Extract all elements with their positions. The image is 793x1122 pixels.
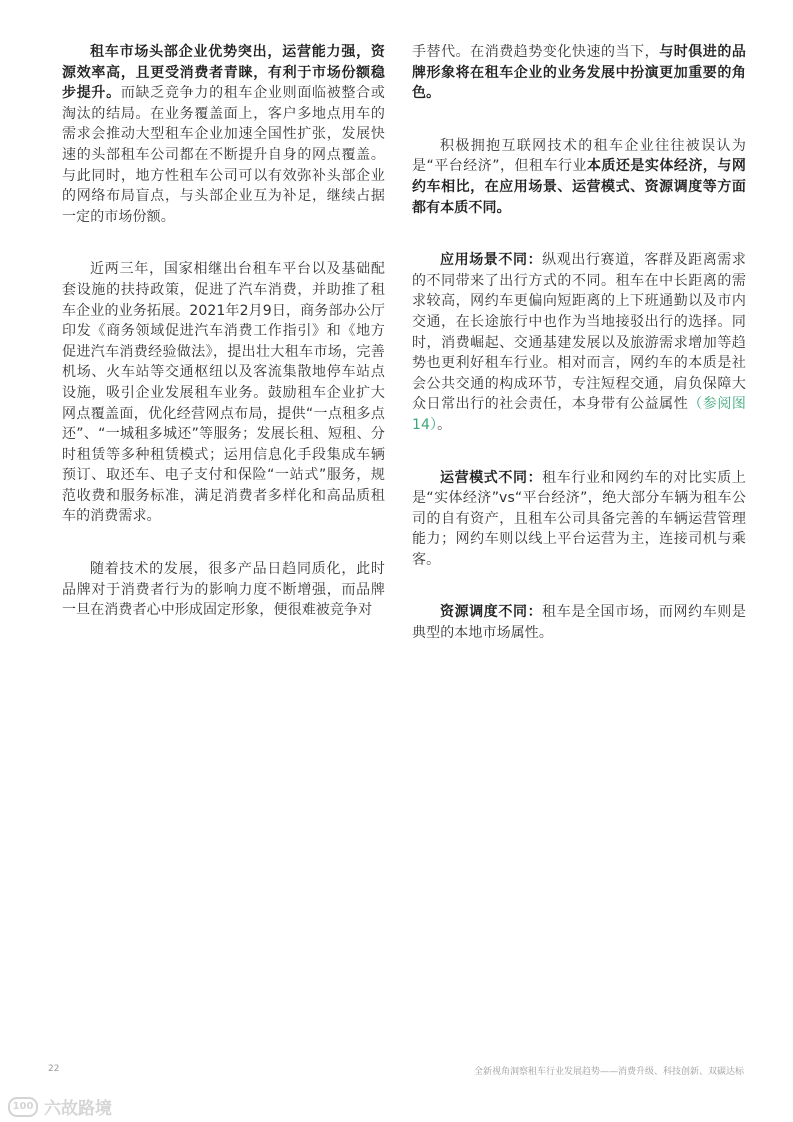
- watermark-text: 六故路境: [44, 1099, 112, 1119]
- paragraph-text: 手替代。在消费趋势变化快速的当下，: [412, 44, 660, 60]
- paragraph-resource-dispatch: [412, 602, 746, 643]
- paragraph-text: 而缺乏竞争力的租车企业则面临被整合或淘汰的结局。在业务覆盖面上，客户多地点用车的需求会推动大型租车企业加速全国性扩张，发展快速的头部租车公司都在不断提升自身的网点覆盖。与此同时，地方性租车公司可以有效弥补头部企业的网络布局盲点，与头部企业互为补足，继续占据一定的市场份额。: [62, 85, 385, 225]
- paragraph-operating-model: [412, 468, 746, 571]
- paragraph-text: 积极拥抱互联网技术的租车企业往往被误认为是“平台经济”，但租车行业: [412, 137, 746, 175]
- paragraph-platform-economy: [412, 136, 746, 218]
- watermark: [8, 1094, 112, 1119]
- page-number: 22: [48, 1064, 60, 1074]
- paragraph-brand-continued: [412, 42, 746, 104]
- figure-reference-link[interactable]: （参阅图14）: [412, 396, 746, 433]
- section-heading: 资源调度不同：: [440, 604, 543, 621]
- section-heading: 运营模式不同：: [440, 469, 543, 486]
- bold-lead: 租车市场头部企业优势突出，运营能力强，资源效率高，且更受消费者青睐，有利于市场份额稳步提升。: [62, 44, 385, 102]
- watermark-logo-icon: 100: [8, 1097, 38, 1117]
- paragraph-brand: 随着技术的发展，很多产品日趋同质化，此时品牌对于消费者行为的影响力度不断增强，而品牌一旦在消费者心中形成固定形象，便很难被竞争对: [62, 561, 385, 619]
- paragraph-text: 纵观出行赛道，客群及距离需求的不同带来了出行方式的不同。租车在中长距离的需求较高，网约车更偏向短距离的上下班通勤以及市内交通，在长途旅行中也作为当地接驳出行的选择。同时，消费崛起、交通基建发展以及旅游需求增加等趋势也更利好租车行业。相对而言，网约车的本质是社会公共交通的构成环节，专注短程交通，肩负保障大众日常出行的社会责任，本身带有公益属性: [412, 252, 746, 413]
- paragraph-text: 租车行业和网约车的对比实质上是“实体经济”vs“平台经济”，绝大部分车辆为租车公司的自有资产，且租车公司具备完善的车辆运营管理能力；网约车则以线上平台运营为主，连接司机与乘客。: [412, 469, 746, 568]
- paragraph-policy: 近两三年，国家相继出台租车平台以及基础配套设施的扶持政策，促进了汽车消费，并助推了租车企业的业务拓展。2021年2月9日，商务部办公厅印发《商务领域促进汽车消费工作指引》和《地方促进汽车消费经验做法》，提出壮大租车市场，完善机场、火车站等交通枢纽以及客流集散地停车站点设施，吸引企业发展租车业务。鼓励租车企业扩大网点覆盖面，优化经营网点布局，提供“一点租多点还”、“一城租多城还”等服务；发展长租、短租、分时租赁等多种租赁模式；运用信息化手段集成车辆预订、取还车、电子支付和保险“一站式”服务，规范收费和服务标准，满足消费者多样化和高品质租车的消费需求。: [62, 261, 385, 525]
- right-column: [412, 42, 746, 676]
- paragraph-application-scenario: [412, 250, 746, 435]
- paragraph-market-leaders: [62, 42, 385, 227]
- paragraph-text: 租车是全国市场，而网约车则是典型的本地市场属性。: [412, 604, 746, 642]
- footer-title: 全新视角洞察租车行业发展趋势——消费升级、科技创新、双碳达标: [473, 1067, 744, 1077]
- section-heading: 应用场景不同：: [440, 252, 543, 269]
- bold-text: 本质还是实体经济，与网约车相比，在应用场景、运营模式、资源调度等方面都有本质不同。: [412, 158, 746, 216]
- paragraph-end: 。: [437, 416, 452, 433]
- bold-text: 与时俱进的品牌形象将在租车企业的业务发展中扮演更加重要的角色。: [412, 44, 746, 102]
- left-column: [62, 42, 385, 653]
